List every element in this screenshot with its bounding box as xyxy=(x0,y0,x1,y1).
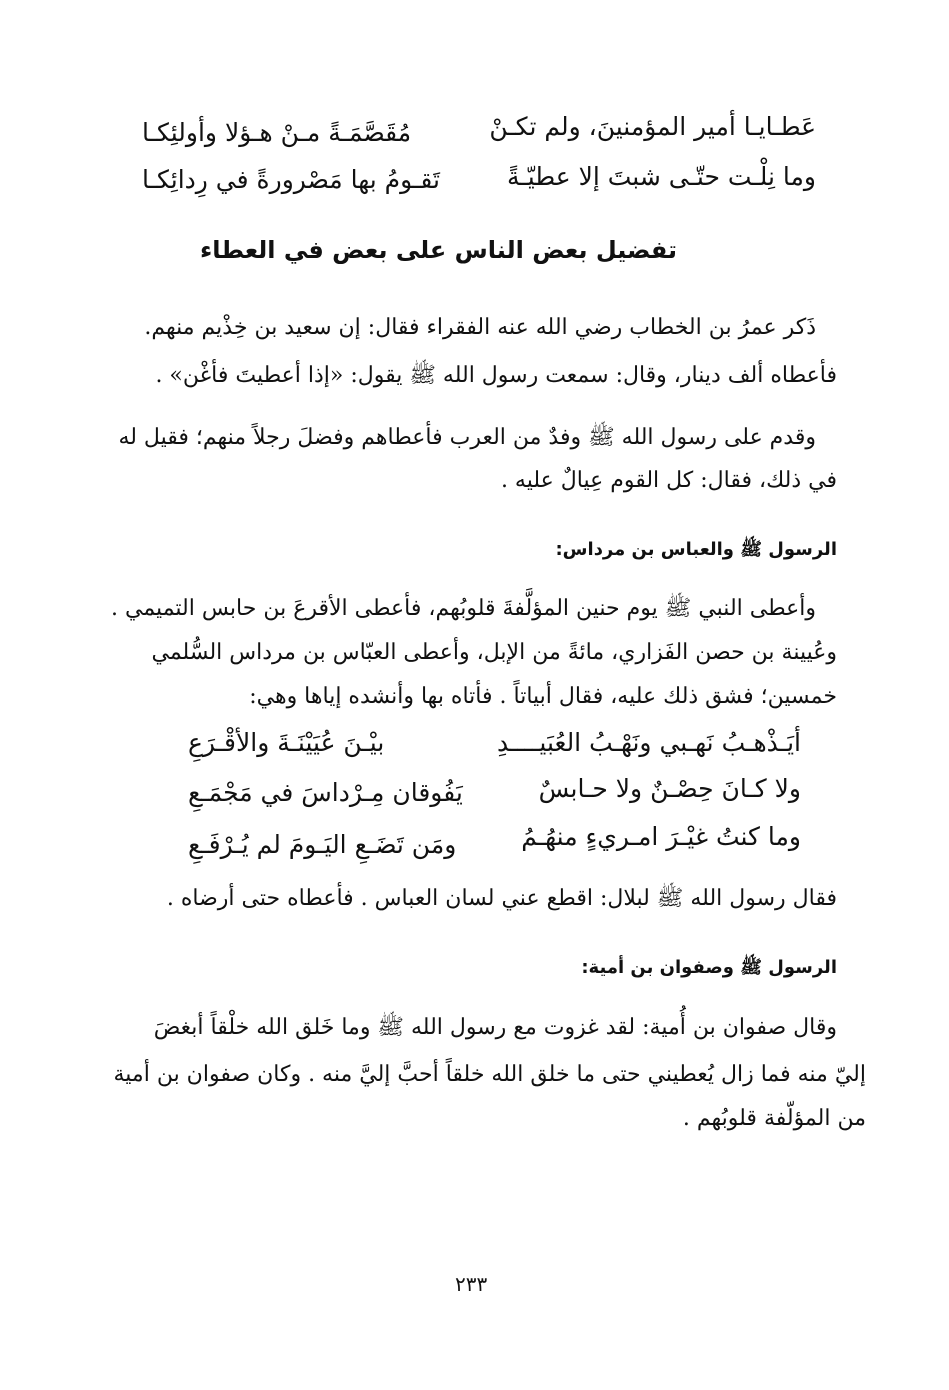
poem-line-1-right: عَطـايـا أمير المؤمنينَ، ولم تكـنْ xyxy=(489,112,816,141)
paragraph-line: فأعطاه ألف دينار، وقال: سمعت رسول الله ﷺ يقول: «إذا أعطيتَ فأغْن» . xyxy=(155,363,837,388)
subheading-safwan: الرسول ﷺ وصفوان بن أمية: xyxy=(581,957,837,978)
poem2-line-2-right: ولا كـانَ حِصْـنٌ ولا حـابسٌ xyxy=(538,774,801,803)
poem-line-1-left: مُقَصَّمَـةً مـنْ هـؤلا وأولئِكـا xyxy=(142,118,412,147)
paragraph-line: ذَكر عمرُ بن الخطاب رضي الله عنه الفقراء فقال: إن سعيد بن خِذْيم منهم. xyxy=(144,315,816,340)
paragraph-line: وعُيينة بن حصن الفَزاري، مائةً من الإبل، وأعطى العبّاس بن مرداس السُّلمي xyxy=(151,640,837,665)
paragraph-line: إليّ منه فما زال يُعطيني حتى ما خلق الله خلقاً أحبَّ إليَّ منه . وكان صفوان بن أمية xyxy=(113,1062,866,1087)
paragraph-line: في ذلك، فقال: كل القوم عِيالٌ عليه . xyxy=(500,468,837,493)
paragraph-line: وأعطى النبي ﷺ يوم حنين المؤلَّفةَ قلوبُهم، فأعطى الأقرعَ بن حابس التميمي . xyxy=(111,596,816,621)
paragraph-line: خمسين؛ فشق ذلك عليه، فقال أبياتاً . فأتاه بها وأنشده إياها وهي: xyxy=(249,684,837,709)
poem2-line-3-right: وما كنتُ غيْـرَ امـريءٍ منهُـمُ xyxy=(521,822,801,851)
paragraph-line: وقدم على رسول الله ﷺ وفدٌ من العرب فأعطاهم وفضلَ رجلاً منهم؛ فقيل له xyxy=(118,425,816,450)
paragraph-line: فقال رسول الله ﷺ لبلال: اقطع عني لسان العباس . فأعطاه حتى أرضاه . xyxy=(166,886,837,911)
poem2-line-1-right: أيَـذْهـبُ نَهـبي ونَهْـبُ العُبَيــــدِ xyxy=(497,728,801,757)
page-number: ٢٣٣ xyxy=(455,1272,488,1296)
poem-line-2-left: تَقـومُ بها مَصْرورةً في رِدائِكـا xyxy=(142,165,440,194)
paragraph-line: من المؤلّفة قلوبُهم . xyxy=(682,1106,866,1131)
poem2-line-2-left: يَفُوقان مِـرْداسَ في مَجْمَـعِ xyxy=(188,778,463,807)
subheading-abbas: الرسول ﷺ والعباس بن مرداس: xyxy=(555,539,837,560)
section-title: تفضيل بعض الناس على بعض في العطاء xyxy=(200,236,677,264)
poem2-line-3-left: ومَن تَضَـعِ اليَـومَ لم يُـرْفَـعِ xyxy=(188,830,457,859)
poem2-line-1-left: بيْـنَ عُيَيْنَـةَ والأقْـرَعِ xyxy=(188,728,385,757)
poem-line-2-right: وما نِلْـت حتّـى شبتَ إلا عطيّـةً xyxy=(506,162,816,191)
paragraph-line: وقال صفوان بن أُمية: لقد غزوت مع رسول الله ﷺ وما خَلق الله خلْقاً أبغضَ xyxy=(153,1015,837,1040)
